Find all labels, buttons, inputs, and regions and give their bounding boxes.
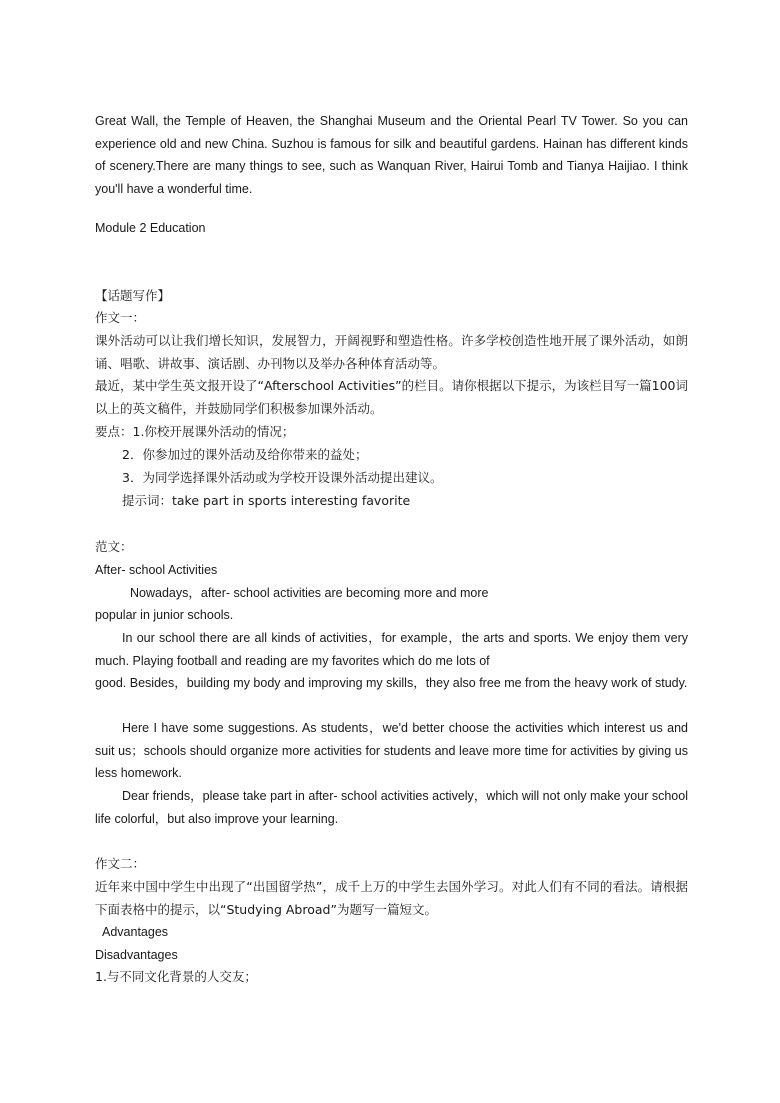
sample-title: After- school Activities — [95, 563, 218, 577]
intro-paragraph: Great Wall, the Temple of Heaven, the Shanghai Museum and the Oriental Pearl TV Tower. So you can experience old and new China. Suzhou is famous for silk and beautiful gardens. Hainan has different kinds of scenery.There are many things to see, such as Wanquan River, Hairui Tomb and Tianya Haijiao. I think you'll have a wonderful time. — [95, 114, 688, 196]
sample-p1-line1: Nowadays，after- school activities are becoming more and more — [130, 586, 489, 600]
task2-col-advantages: Advantages — [102, 925, 169, 939]
sample-label: 范文： — [95, 539, 133, 554]
task1-paragraph2: 最近，某中学生英文报开设了“Afterschool Activities”的栏目。请你根据以下提示，为该栏目写一篇100词以上的英文稿件，并鼓励同学们积极参加课外活动。 — [95, 378, 688, 416]
task1-point1: 要点：1.你校开展课外活动的情况； — [95, 424, 295, 439]
task2-paragraph: 近年来中国中学生中出现了“出国留学热”，成千上万的中学生去国外学习。对此人们有不同的看法。请根据下面表格中的提示，以“Studying Abroad”为题写一篇短文。 — [95, 879, 688, 917]
task1-hint: 提示词：take part in sports interesting favorite — [122, 493, 411, 508]
module-heading: Module 2 Education — [95, 221, 206, 235]
task1-label: 作文一： — [95, 310, 146, 325]
task2-label: 作文二： — [95, 856, 146, 871]
task1-point2: 2．你参加过的课外活动及给你带来的益处； — [122, 447, 368, 462]
sample-p3: Here I have some suggestions. As students，we'd better choose the activities which interest us and suit us；schools should organize more activities for students and leave more time for activities by giving us less homework. — [95, 721, 688, 781]
task1-point3: 3．为同学选择课外活动或为学校开设课外活动提出建议。 — [122, 470, 443, 485]
section-heading: 【话题写作】 — [95, 288, 171, 303]
task2-item1: 1.与不同文化背景的人交友； — [95, 969, 257, 984]
task1-paragraph1: 课外活动可以让我们增长知识，发展智力，开阔视野和塑造性格。许多学校创造性地开展了课外活动，如朗诵、唱歌、讲故事、演话剧、办刊物以及举办各种体育活动等。 — [95, 333, 688, 371]
sample-p4: Dear friends，please take part in after- school activities actively，which will not only make your school life colorful，but also improve your learning. — [95, 789, 688, 826]
sample-p1-line2: popular in junior schools. — [95, 608, 234, 622]
task2-col-disadvantages: Disadvantages — [95, 948, 178, 962]
sample-p2-part2: good. Besides，building my body and improving my skills，they also free me from the heavy work of study. — [95, 676, 688, 690]
sample-p2-part1: In our school there are all kinds of activities，for example，the arts and sports. We enjoy them very much. Playing football and reading are my favorites which do me lots of — [95, 631, 688, 668]
